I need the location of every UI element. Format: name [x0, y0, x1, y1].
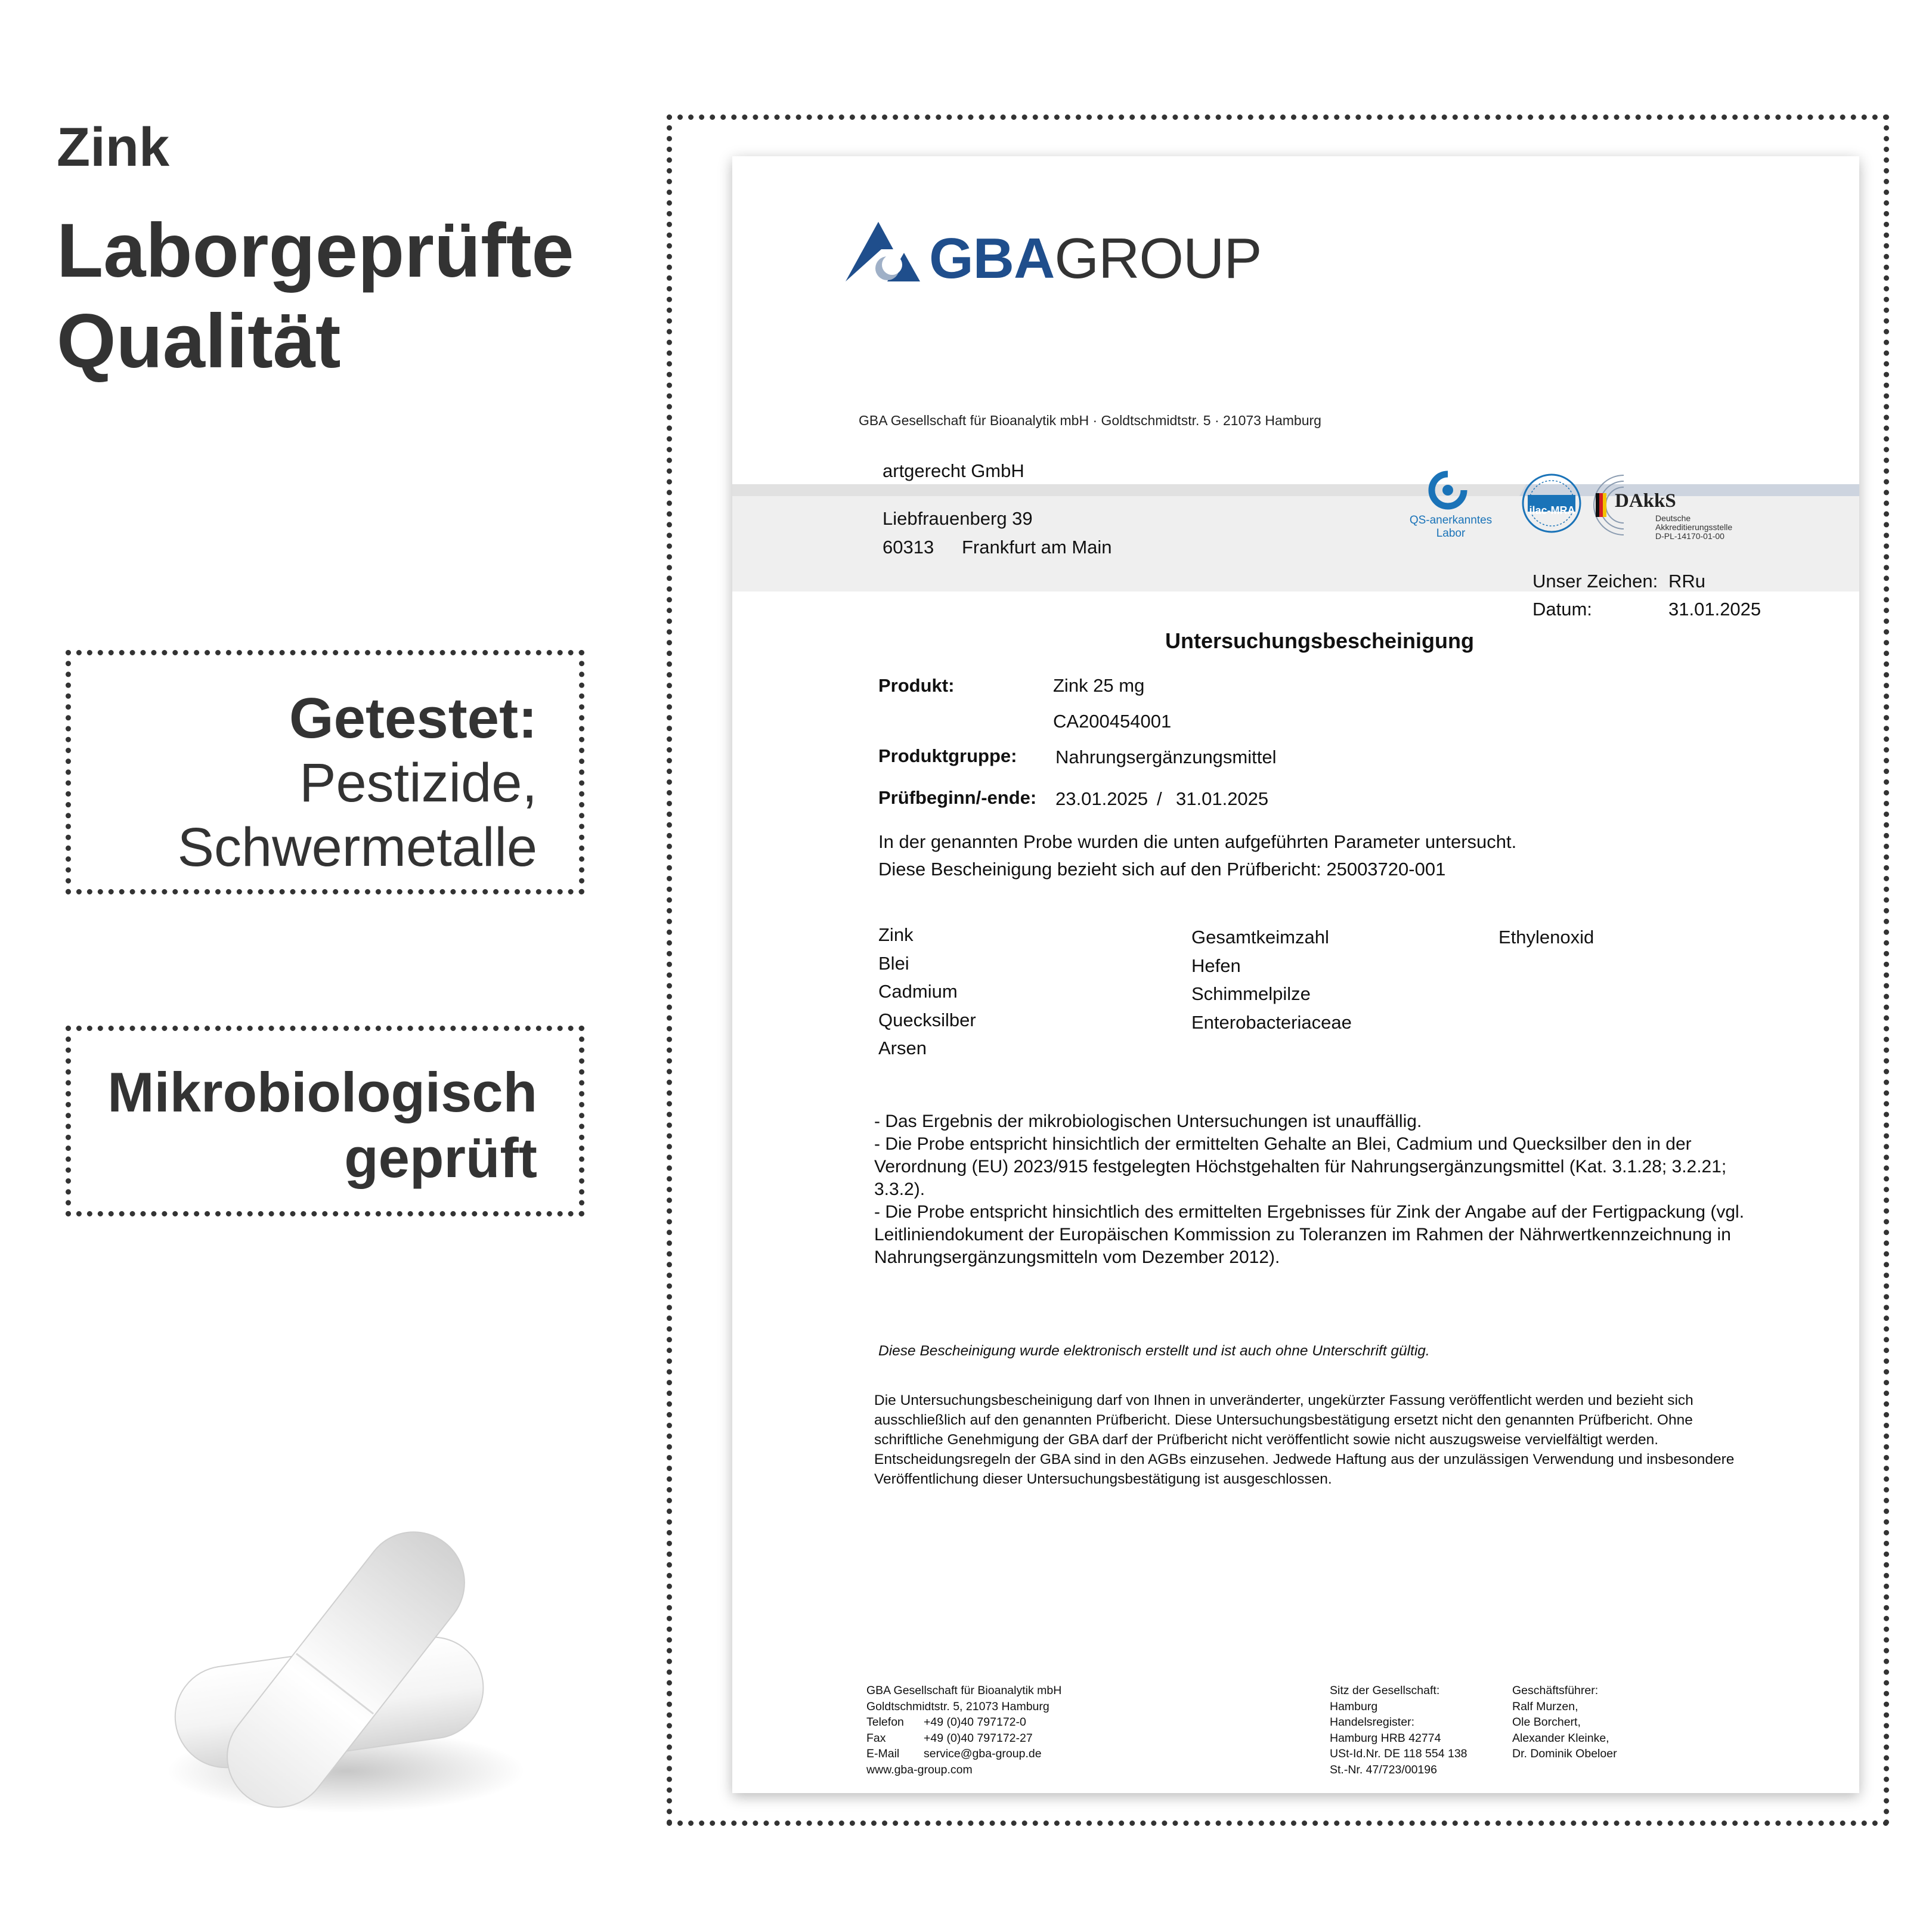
certificate-title: Untersuchungsbescheinigung: [1165, 628, 1475, 653]
result-line: Nahrungsergänzungsmitteln vom Dezember 2012).: [874, 1247, 1280, 1267]
dakks-line-3: D-PL-14170-01-00: [1655, 531, 1724, 541]
tested-box-line-1: Pestizide,: [299, 753, 537, 813]
footer-email[interactable]: service@gba-group.de: [924, 1747, 1042, 1760]
footer-registry-line: St.-Nr. 47/723/00196: [1330, 1763, 1437, 1776]
parameter-item: Arsen: [878, 1038, 927, 1058]
dakks-badge-subtitle: [1655, 514, 1732, 541]
gba-logo-light: GROUP: [1054, 227, 1262, 290]
result-line: - Das Ergebnis der mikrobiologischen Untersuchungen ist unauffällig.: [874, 1111, 1422, 1131]
footer-management-line: Ole Borchert,: [1512, 1716, 1581, 1729]
result-line: - Die Probe entspricht hinsichtlich des ermittelten Ergebnisses für Zink der Angabe auf der Fertigpackung (vgl.: [874, 1202, 1745, 1222]
disclaimer-line: ausschließlich auf den genannten Prüfbericht. Diese Untersuchungsbestätigung ersetzt nicht den genannten Prüfbericht. Ohne: [874, 1412, 1693, 1428]
footer-registry-line: Hamburg HRB 42774: [1330, 1731, 1441, 1745]
footer-registry-line: Handelsregister:: [1330, 1716, 1414, 1729]
recipient-name: artgerecht GmbH: [883, 460, 1024, 481]
parameters-col-2: [1191, 923, 1352, 1036]
footer-management-line: Dr. Dominik Obeloer: [1512, 1747, 1617, 1760]
footer-registry-line: Sitz der Gesellschaft:: [1330, 1684, 1440, 1697]
sender-line: GBA Gesellschaft für Bioanalytik mbH · Goldtschmidtstr. 5 · 21073 Hamburg: [859, 413, 1321, 428]
parameters-col-1: [878, 921, 976, 1063]
footer-company: [866, 1683, 1061, 1778]
footer-email-label: E-Mail: [866, 1747, 900, 1760]
headline-line-1: Laborgeprüfte: [57, 208, 574, 293]
product-value: Zink 25 mg: [1053, 675, 1145, 696]
qs-badge-text: [1409, 514, 1493, 540]
result-line: Verordnung (EU) 2023/915 festgelegten Höchstgehalten für Nahrungsergänzungsmittel (Kat. 3.1.28; 3.2.21;: [874, 1157, 1727, 1176]
microbio-box-line-1: Mikrobiologisch: [107, 1061, 537, 1123]
parameters-col-3: [1498, 923, 1594, 952]
tested-box-title: Getestet:: [289, 686, 537, 750]
reference-label: Unser Zeichen:: [1532, 571, 1658, 592]
result-line: Leitliniendokument der Europäischen Kommission zu Toleranzen im Rahmen der Nährwertkennzeichnung in: [874, 1225, 1731, 1244]
product-eyebrow: Zink: [57, 117, 170, 178]
disclaimer-block: [874, 1391, 1734, 1489]
disclaimer-line: Entscheidungsregeln der GBA sind in den AGBs einzusehen. Jedwede Haftung aus der unzulässigen Verwendung und insbesondere: [874, 1451, 1735, 1467]
group-value: Nahrungsergänzungsmittel: [1055, 747, 1277, 767]
results-block: [874, 1110, 1744, 1269]
period-separator: /: [1157, 788, 1162, 809]
footer-fax: +49 (0)40 797172-27: [924, 1731, 1033, 1745]
parameter-item: Gesamtkeimzahl: [1191, 927, 1329, 948]
tested-box-line-2: Schwermetalle: [177, 817, 537, 878]
certificate-page: [732, 156, 1859, 1793]
date-value: 31.01.2025: [1668, 599, 1761, 620]
footer-email-row: [866, 1746, 1061, 1762]
parameter-item: Cadmium: [878, 981, 958, 1002]
headline-line-2: Qualität: [57, 299, 341, 384]
capsules-image: [149, 1491, 537, 1825]
footer-management: [1512, 1683, 1617, 1762]
qs-badge-icon: [1427, 469, 1469, 511]
footer-web[interactable]: www.gba-group.com: [866, 1763, 973, 1776]
intro-line-1: In der genannten Probe wurden die unten aufgeführten Parameter untersucht.: [878, 831, 1517, 852]
parameter-item: Enterobacteriaceae: [1191, 1011, 1352, 1033]
qs-badge-line-2: Labor: [1436, 527, 1466, 540]
gba-logo-text: [929, 229, 1261, 289]
period-end: 31.01.2025: [1176, 788, 1269, 809]
footer-management-line: Geschäftsführer:: [1512, 1684, 1599, 1697]
footer-phone-row: [866, 1714, 1061, 1730]
result-line: - Die Probe entspricht hinsichtlich der ermittelten Gehalte an Blei, Cadmium und Quecksilber den in der: [874, 1134, 1692, 1154]
disclaimer-line: Die Untersuchungsbescheinigung darf von Ihnen in unveränderter, ungekürzter Fassung veröffentlicht werden und bezieht sich: [874, 1392, 1693, 1408]
product-code: CA200454001: [1053, 711, 1172, 732]
dakks-line-2: Akkreditierungsstelle: [1655, 522, 1733, 532]
electronic-note: Diese Bescheinigung wurde elektronisch erstellt und ist auch ohne Unterschrift gültig.: [878, 1343, 1430, 1359]
footer-fax-row: [866, 1730, 1061, 1747]
group-label: Produktgruppe:: [878, 745, 1017, 766]
period-label: Prüfbeginn/-ende:: [878, 787, 1037, 808]
ilac-badge-text: ilac-MRA: [1529, 504, 1575, 516]
footer-fax-label: Fax: [866, 1731, 886, 1745]
footer-company-name: GBA Gesellschaft für Bioanalytik mbH: [866, 1684, 1062, 1697]
gba-logo-icon: [846, 222, 920, 281]
parameter-item: Hefen: [1191, 955, 1241, 976]
result-line: 3.3.2).: [874, 1179, 925, 1199]
headline: [57, 206, 574, 387]
recipient-zip: 60313: [883, 537, 934, 558]
footer-registry: [1330, 1683, 1467, 1778]
qs-badge-line-1: QS-anerkanntes: [1409, 514, 1493, 527]
parameter-item: Quecksilber: [878, 1009, 976, 1030]
parameter-item: Zink: [878, 924, 914, 945]
footer-phone-label: Telefon: [866, 1716, 904, 1729]
reference-value: RRu: [1668, 571, 1706, 592]
recipient-street: Liebfrauenberg 39: [883, 508, 1033, 529]
period-start: 23.01.2025: [1055, 788, 1148, 809]
footer-registry-line: USt-Id.Nr. DE 118 554 138: [1330, 1747, 1467, 1760]
footer-management-line: Alexander Kleinke,: [1512, 1731, 1609, 1745]
parameter-item: Schimmelpilze: [1191, 983, 1311, 1004]
disclaimer-line: Veröffentlichung dieser Untersuchungsbestätigung ist ausgeschlossen.: [874, 1471, 1332, 1487]
date-label: Datum:: [1532, 599, 1592, 620]
microbio-box: [66, 1026, 584, 1216]
product-label: Produkt:: [878, 675, 955, 696]
footer-management-line: Ralf Murzen,: [1512, 1699, 1578, 1713]
tested-box: [66, 650, 584, 894]
parameter-item: Blei: [878, 952, 909, 974]
recipient-city: Frankfurt am Main: [962, 537, 1112, 558]
footer-registry-line: Hamburg: [1330, 1699, 1378, 1713]
gba-logo-bold: GBA: [929, 227, 1055, 290]
disclaimer-line: schriftliche Genehmigung der GBA darf der Prüfbericht nicht veröffentlicht sowie nicht auszugsweise vervielfältigt werden.: [874, 1432, 1659, 1448]
dakks-badge-title: DAkkS: [1615, 490, 1676, 512]
footer-phone: +49 (0)40 797172-0: [924, 1716, 1026, 1729]
dakks-line-1: Deutsche: [1655, 513, 1691, 523]
intro-line-2: Diese Bescheinigung bezieht sich auf den Prüfbericht: 25003720-001: [878, 859, 1446, 880]
footer-company-address: Goldtschmidtstr. 5, 21073 Hamburg: [866, 1699, 1049, 1713]
parameter-item: Ethylenoxid: [1498, 927, 1594, 948]
microbio-box-line-2: geprüft: [344, 1126, 537, 1189]
